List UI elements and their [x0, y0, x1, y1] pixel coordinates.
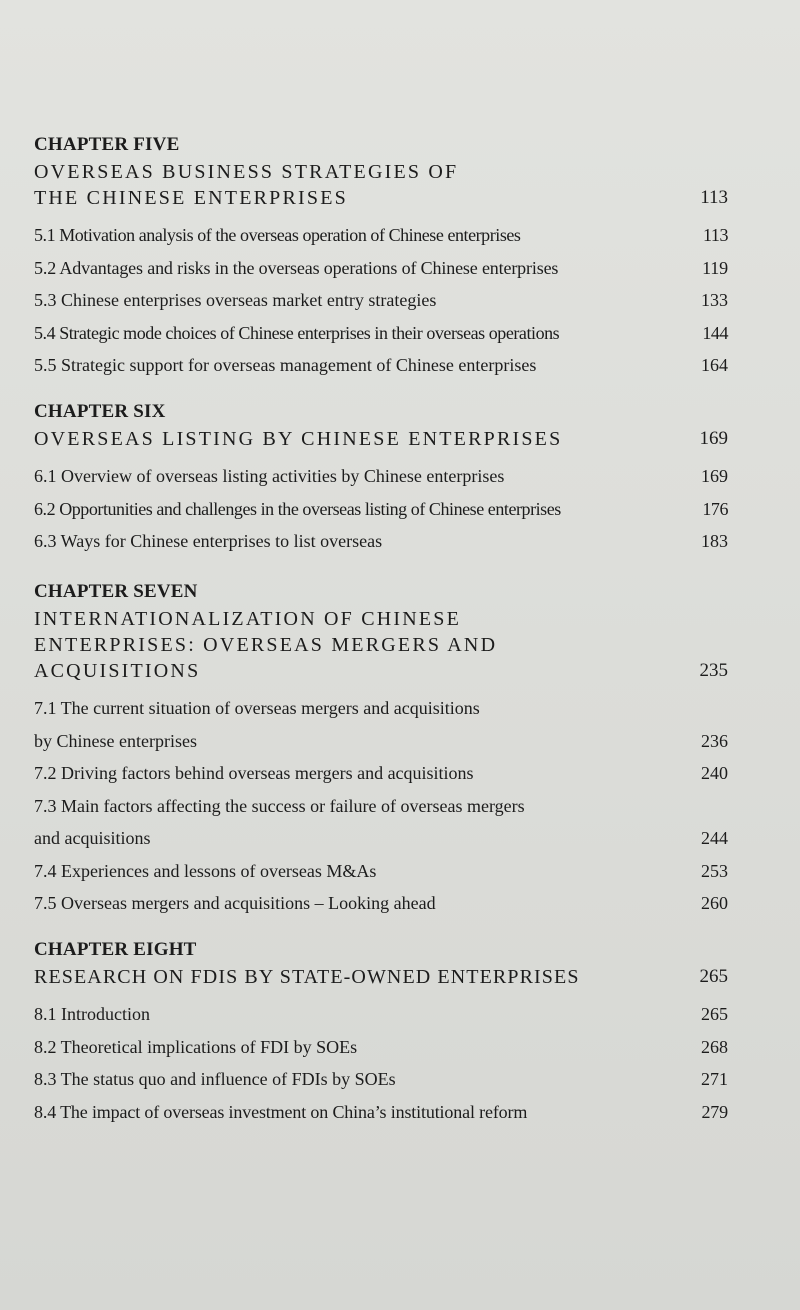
toc-entry-text: 6.3 Ways for Chinese enterprises to list overseas — [34, 531, 383, 551]
toc-entry-text: 7.2 Driving factors behind overseas mergers and acquisitions — [34, 763, 474, 783]
chapter-seven — [34, 580, 734, 920]
chapter-page-number: 169 — [699, 428, 728, 449]
toc-entry-page: 279 — [701, 1101, 728, 1122]
toc-entry — [34, 219, 734, 252]
chapter-title — [34, 964, 734, 990]
chapter-five — [34, 133, 734, 382]
toc-entry — [34, 757, 734, 790]
toc-entry-page: 236 — [701, 730, 728, 751]
chapter-label: CHAPTER SIX — [34, 401, 166, 422]
toc-entry — [34, 460, 734, 493]
chapter-title-line: THE CHINESE ENTERPRISES — [34, 187, 348, 209]
toc-entry — [34, 692, 734, 757]
toc-entry — [34, 252, 734, 285]
chapter-title-line: RESEARCH ON FDIS BY STATE-OWNED ENTERPRISES — [34, 966, 580, 988]
toc-entry-page: 271 — [701, 1069, 728, 1089]
chapter-title — [34, 159, 734, 211]
toc-entry-page: 144 — [702, 322, 728, 343]
toc-entry-page: 183 — [701, 531, 728, 551]
toc-entry — [34, 1096, 734, 1129]
toc-entry-text: 5.3 Chinese enterprises overseas market entry strategies — [34, 290, 437, 310]
toc-entry-text: 6.1 Overview of overseas listing activities by Chinese enterprises — [34, 466, 505, 486]
toc-entry — [34, 887, 734, 920]
toc-entry — [34, 349, 734, 382]
chapter-title-line: ENTERPRISES: OVERSEAS MERGERS AND — [34, 634, 498, 656]
toc-entry-text: 7.4 Experiences and lessons of overseas M&As — [34, 860, 377, 881]
toc-entry-text: 5.4 Strategic mode choices of Chinese enterprises in their overseas operations — [34, 322, 560, 343]
chapter-title — [34, 426, 734, 452]
toc-entry-page: 113 — [703, 225, 728, 245]
chapter-title-line: ACQUISITIONS — [34, 660, 201, 682]
toc-entry — [34, 790, 734, 855]
toc-entry — [34, 1031, 734, 1064]
toc-entry-text-cont: and acquisitions — [34, 828, 151, 848]
toc-entry-page: 268 — [701, 1036, 728, 1057]
toc-entry-page: 265 — [701, 1004, 728, 1024]
toc-entry-page: 169 — [701, 466, 728, 486]
toc-entry-text: 5.5 Strategic support for overseas management of Chinese enterprises — [34, 355, 537, 375]
chapter-title-line: INTERNATIONALIZATION OF CHINESE — [34, 608, 462, 630]
toc-entry-text: 7.5 Overseas mergers and acquisitions – Looking ahead — [34, 893, 436, 913]
toc-entry-text: 8.1 Introduction — [34, 1004, 150, 1024]
toc-entry-page: 133 — [701, 290, 728, 310]
toc-entry-page: 240 — [701, 763, 728, 783]
toc-entry-page: 164 — [701, 355, 728, 375]
toc-entry-text: 7.3 Main factors affecting the success or failure of overseas mergers — [34, 795, 525, 816]
toc-entry-page: 119 — [702, 257, 728, 278]
chapter-page-number: 265 — [699, 966, 728, 987]
chapter-page-number: 235 — [699, 660, 728, 681]
toc-entry-page: 260 — [701, 893, 728, 913]
toc-entry-text: 8.3 The status quo and influence of FDIs by SOEs — [34, 1069, 396, 1089]
toc-entry-text: 8.4 The impact of overseas investment on China’s institutional reform — [34, 1101, 528, 1122]
chapter-title-line: OVERSEAS LISTING BY CHINESE ENTERPRISES — [34, 428, 563, 450]
toc-entry — [34, 998, 734, 1031]
toc-entry-text: 7.1 The current situation of overseas mergers and acquisitions — [34, 698, 480, 718]
toc-entry-page: 244 — [701, 828, 728, 848]
chapter-label: CHAPTER FIVE — [34, 134, 180, 155]
chapter-title-line: OVERSEAS BUSINESS STRATEGIES OF — [34, 161, 459, 183]
toc-entry-page: 176 — [702, 498, 728, 519]
toc-entry-text: 8.2 Theoretical implications of FDI by SOEs — [34, 1036, 358, 1057]
toc-entry — [34, 855, 734, 888]
chapter-page-number: 113 — [700, 187, 728, 208]
chapter-label: CHAPTER EIGHT — [34, 939, 197, 960]
toc-entry — [34, 1063, 734, 1096]
chapter-title — [34, 606, 734, 684]
toc-entry — [34, 317, 734, 350]
toc-entry-text: 6.2 Opportunities and challenges in the overseas listing of Chinese enterprises — [34, 498, 561, 519]
toc-entry — [34, 284, 734, 317]
toc-entry-text: 5.1 Motivation analysis of the overseas operation of Chinese enterprises — [34, 225, 521, 245]
toc-entry — [34, 525, 734, 558]
toc-entry — [34, 493, 734, 526]
toc-entry-page: 253 — [701, 860, 728, 881]
toc-entry-text-cont: by Chinese enterprises — [34, 730, 197, 751]
chapter-label: CHAPTER SEVEN — [34, 581, 198, 602]
chapter-eight — [34, 938, 734, 1128]
toc-entry-text: 5.2 Advantages and risks in the overseas operations of Chinese enterprises — [34, 257, 559, 278]
chapter-six — [34, 400, 734, 558]
